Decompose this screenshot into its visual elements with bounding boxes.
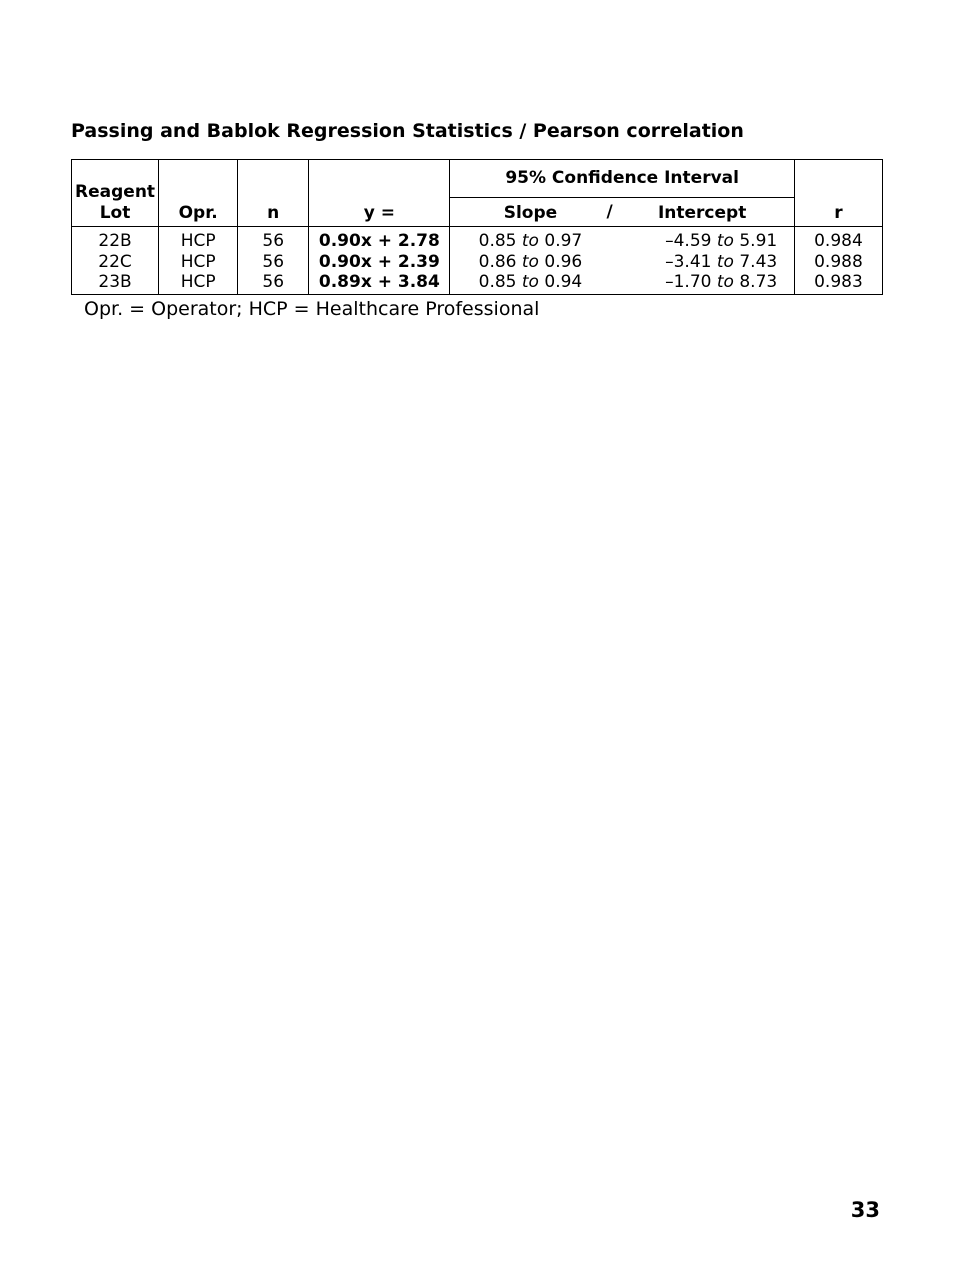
regression-statistics-table	[71, 159, 883, 295]
header-intercept: Intercept	[657, 202, 747, 223]
n-cell: 56	[262, 231, 285, 251]
lot-cell: 22B	[98, 231, 132, 251]
r-cell: 0.983	[814, 272, 863, 292]
slope-ci-cell: 0.85 to 0.94	[478, 272, 583, 292]
lot-column	[72, 227, 159, 295]
operator-cell: HCP	[180, 272, 216, 292]
equation-cell: 0.90x + 2.78	[318, 231, 440, 251]
r-cell: 0.984	[814, 231, 863, 251]
lot-cell: 23B	[98, 272, 132, 292]
header-equation: y =	[309, 160, 450, 227]
header-ci-subcolumns	[450, 197, 794, 226]
n-cell: 56	[262, 251, 285, 272]
header-r: r	[794, 160, 882, 227]
slope-ci-cell: 0.86 to 0.96	[478, 251, 583, 272]
intercept-ci-cell: –4.59 to 5.91	[665, 231, 778, 251]
intercept-ci-cell: –1.70 to 8.73	[665, 272, 778, 292]
intercept-ci-column	[610, 231, 793, 293]
header-operator: Opr.	[159, 160, 238, 227]
header-reagent-lot-line1: Reagent	[75, 182, 156, 202]
header-separator: /	[606, 201, 613, 222]
operator-column	[159, 227, 238, 295]
operator-cell: HCP	[180, 231, 216, 251]
table-body-row	[72, 227, 883, 295]
operator-cell: HCP	[180, 251, 216, 272]
r-cell: 0.988	[814, 251, 863, 272]
confidence-interval-column	[450, 227, 794, 295]
slope-ci-cell: 0.85 to 0.97	[478, 231, 583, 251]
slope-ci-column	[450, 231, 610, 293]
lot-cell: 22C	[98, 251, 132, 272]
header-n: n	[238, 160, 309, 227]
header-confidence-interval: 95% Confidence Interval	[450, 160, 794, 198]
table-footnote: Opr. = Operator; HCP = Healthcare Professional	[84, 298, 540, 320]
header-reagent-lot	[72, 160, 159, 227]
page-number: 33	[850, 1198, 880, 1222]
intercept-ci-cell: –3.41 to 7.43	[665, 251, 778, 272]
header-reagent-lot-line2: Lot	[99, 203, 131, 223]
n-column	[238, 227, 309, 295]
section-title: Passing and Bablok Regression Statistics / Pearson correlation	[71, 120, 744, 142]
header-slope: Slope	[503, 202, 558, 223]
equation-column	[309, 227, 450, 295]
n-cell: 56	[262, 272, 285, 292]
r-column	[794, 227, 882, 295]
equation-cell: 0.90x + 2.39	[318, 251, 440, 272]
equation-cell: 0.89x + 3.84	[318, 272, 440, 292]
